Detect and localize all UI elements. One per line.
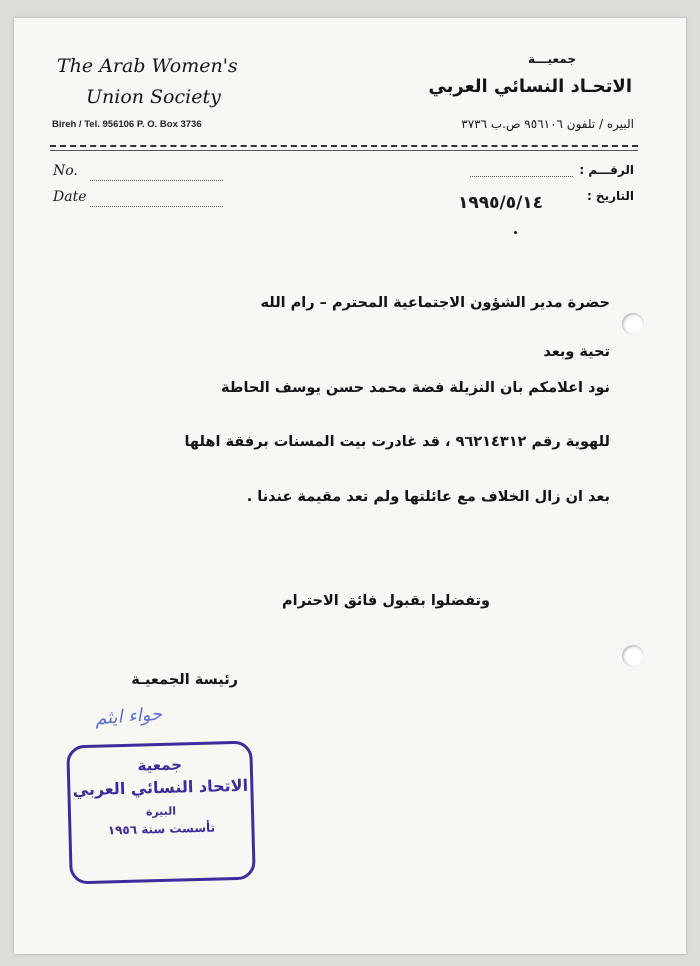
header-separator xyxy=(50,145,638,147)
date-dotted-line xyxy=(90,206,223,207)
letterhead-en-line2: Union Society xyxy=(86,86,221,108)
ar-no-dotted-line xyxy=(470,176,573,177)
addressee: حضرة مدير الشؤون الاجتماعية المحترم – رام الله xyxy=(260,295,610,311)
date-value: ١٩٩٥/٥/١٤ xyxy=(458,193,544,213)
no-label: No. xyxy=(53,163,78,179)
no-dotted-line xyxy=(90,180,223,181)
society-stamp xyxy=(66,741,256,885)
letterhead-en-contact: Bireh / Tel. 956106 P. O. Box 3736 xyxy=(52,119,202,130)
letterhead-ar-society: جمعيـــة xyxy=(528,52,576,66)
ink-dot xyxy=(514,231,517,234)
stamp-line-2: الاتحاد النسائي العربي xyxy=(72,775,249,800)
letterhead-ar-contact: البيره / تلفون ٩٥٦١٠٦ ص.ب ٣٧٣٦ xyxy=(461,117,634,131)
body-line-2: للهوية رقم ٩٦٢١٤٣١٢ ، قد غادرت بيت المسنات برفقة اهلها xyxy=(184,434,610,450)
body-line-1: نود اعلامكم بان النزيلة فضة محمد حسن يوسف الحاطة xyxy=(221,380,610,396)
punch-hole-top xyxy=(622,313,644,335)
ar-date-label: التاريخ : xyxy=(586,189,634,203)
ar-no-label: الرقـــم : xyxy=(579,163,634,177)
greeting: تحية وبعد xyxy=(543,344,610,360)
letterhead-ar-name: الاتحـاد النسائي العربي xyxy=(428,76,632,97)
body-line-3: بعد ان زال الخلاف مع عائلتها ولم تعد مقيمة عندنا . xyxy=(246,489,610,505)
date-label: Date xyxy=(53,189,87,205)
stamp-line-3: البيرة xyxy=(145,804,177,819)
letterhead-en-line1: The Arab Women's xyxy=(57,55,238,77)
closing: وتفضلوا بقبول فائق الاحترام xyxy=(282,593,490,609)
stamp-line-4: تأسست سنة ١٩٥٦ xyxy=(107,820,216,838)
signatory-title: رئيسة الجمعيـة xyxy=(131,672,238,688)
stamp-line-1: جمعية xyxy=(137,755,183,775)
punch-hole-bottom xyxy=(622,645,644,667)
header-separator-thin xyxy=(50,150,638,151)
signature: حواء ايثم xyxy=(94,703,163,730)
